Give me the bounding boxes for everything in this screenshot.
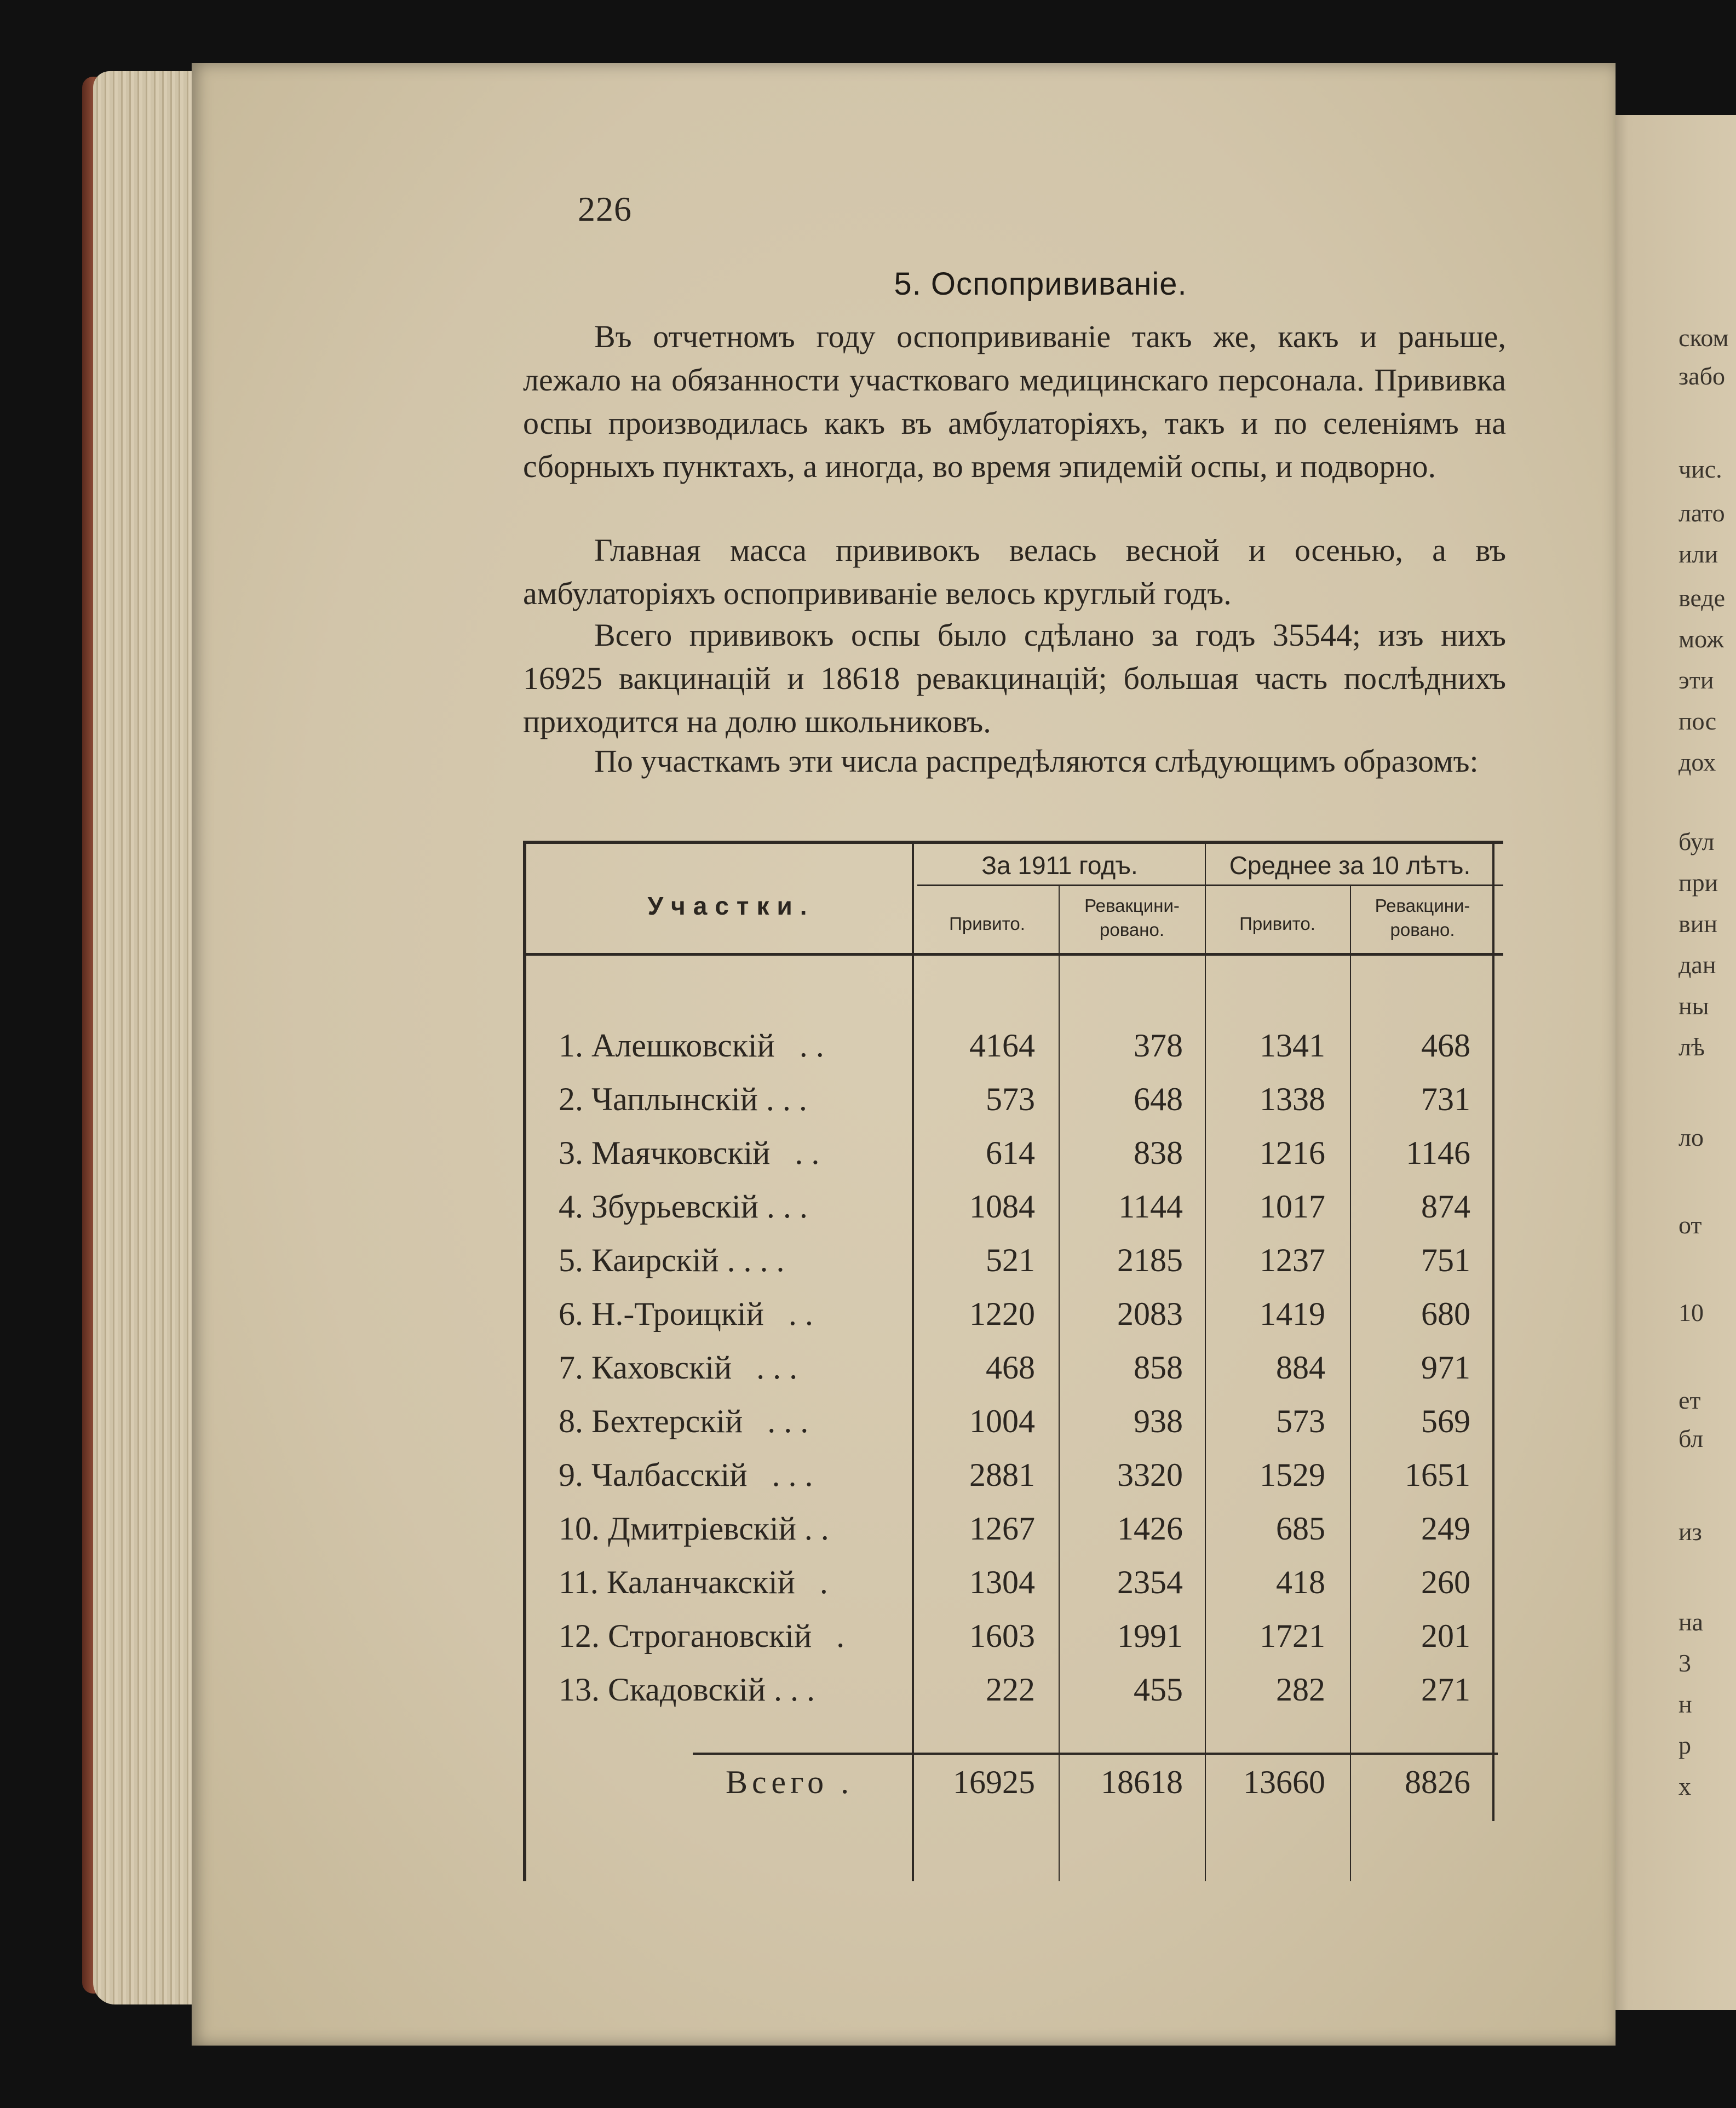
vaccinated-average: 573: [1276, 1403, 1325, 1439]
district-name: 7. Каховскій . . .: [559, 1349, 798, 1386]
subheader-revaccinated-average: [1353, 894, 1492, 942]
district-name: 10. Дмитріевскій . .: [559, 1510, 829, 1547]
table-row: [523, 1242, 1503, 1295]
right-page-line: забо: [1678, 362, 1725, 390]
table-row: [523, 1349, 1503, 1403]
vaccinated-average: 1237: [1260, 1242, 1325, 1278]
vaccinated-1911: 614: [986, 1135, 1035, 1171]
district-name: 11. Каланчакскій .: [559, 1564, 828, 1600]
paragraph-4: По участкамъ эти числа распредѣляются слѣдующимъ образомъ:: [594, 743, 1479, 779]
table-row: [523, 1188, 1503, 1242]
right-page-line: ло: [1678, 1123, 1704, 1151]
table-row: [523, 1295, 1503, 1349]
district-name: 3. Маячковскій . .: [559, 1135, 820, 1171]
table-row: [523, 1510, 1503, 1564]
revaccinated-average: 201: [1421, 1618, 1470, 1654]
right-page-line: вин: [1678, 910, 1717, 938]
table-row: [523, 1564, 1503, 1617]
table-top-rule: [523, 841, 1503, 844]
revaccinated-1911: 455: [1134, 1672, 1183, 1708]
vaccinated-1911: 468: [986, 1349, 1035, 1386]
subheader-vaccinated-1911: Привито.: [949, 914, 1025, 934]
vaccinated-average: 282: [1276, 1672, 1325, 1708]
vaccinated-average: 1419: [1260, 1296, 1325, 1332]
subheader-revaccinated-line2: ровано.: [1100, 920, 1164, 940]
group-header-average: Среднее за 10 лѣтъ.: [1229, 851, 1471, 880]
vaccinated-1911: 1603: [969, 1618, 1035, 1654]
right-page-line: от: [1678, 1211, 1702, 1239]
vaccinated-1911: 2881: [969, 1457, 1035, 1493]
table-row: [523, 1617, 1503, 1671]
right-page-line: веде: [1678, 584, 1726, 612]
revaccinated-average: 971: [1421, 1349, 1470, 1386]
subheader-revaccinated-line2: ровано.: [1390, 920, 1455, 940]
district-name: 12. Строгановскій .: [559, 1618, 845, 1654]
vaccination-table: [523, 841, 1503, 1881]
right-page-line: при: [1678, 869, 1718, 897]
right-page-line: х: [1678, 1772, 1691, 1800]
district-name: 4. Збурьевскій . . .: [559, 1188, 808, 1225]
paragraph-3: Всего прививокъ оспы было сдѣлано за годъ 35544; изъ нихъ 16925 вакцинацій и 18618 ревакцинацій; большая часть послѣднихъ приходится на долю школьниковъ.: [523, 617, 1506, 739]
revaccinated-1911: 1991: [1117, 1618, 1183, 1654]
revaccinated-average: 569: [1421, 1403, 1470, 1439]
vaccinated-1911: 1267: [969, 1510, 1035, 1547]
revaccinated-1911: 1144: [1118, 1188, 1183, 1225]
table-row: [523, 1081, 1503, 1134]
vaccinated-1911: 1304: [969, 1564, 1035, 1600]
vaccinated-1911: 4164: [969, 1027, 1035, 1064]
group-rule: [917, 884, 1503, 886]
right-page-line: бл: [1678, 1425, 1704, 1452]
section-heading: 5. Оспопрививаніе.: [894, 266, 1187, 302]
vaccinated-1911: 573: [986, 1081, 1035, 1117]
right-page-line: эти: [1678, 666, 1714, 694]
revaccinated-average: 1651: [1405, 1457, 1470, 1493]
column-title-districts: Участки.: [647, 892, 815, 920]
table-row: [523, 1134, 1503, 1188]
total-vaccinated-average: 13660: [1243, 1764, 1325, 1800]
header-bottom-rule: [523, 953, 1503, 956]
revaccinated-average: 731: [1421, 1081, 1470, 1117]
right-page-line: ском: [1678, 324, 1729, 352]
table-row: [523, 1671, 1503, 1725]
vaccinated-1911: 1004: [969, 1403, 1035, 1439]
revaccinated-average: 1146: [1406, 1135, 1470, 1171]
revaccinated-average: 271: [1421, 1672, 1470, 1708]
vaccinated-average: 1341: [1260, 1027, 1325, 1064]
vaccinated-1911: 521: [986, 1242, 1035, 1278]
vaccinated-1911: 222: [986, 1672, 1035, 1708]
subheader-revaccinated-1911: [1061, 894, 1203, 942]
total-vaccinated-1911: 16925: [953, 1764, 1035, 1800]
right-page-line: лато: [1678, 499, 1725, 527]
district-name: 13. Скадовскій . . .: [559, 1672, 815, 1708]
vaccinated-average: 1721: [1260, 1618, 1325, 1654]
revaccinated-1911: 2354: [1117, 1564, 1183, 1600]
right-page-line: на: [1678, 1608, 1704, 1636]
revaccinated-1911: 858: [1134, 1349, 1183, 1386]
district-name: 2. Чаплынскій . . .: [559, 1081, 807, 1117]
district-name: 9. Чалбасскій . . .: [559, 1457, 813, 1493]
vaccinated-average: 1017: [1260, 1188, 1325, 1225]
right-page-line: мож: [1678, 625, 1724, 653]
revaccinated-1911: 2083: [1117, 1296, 1183, 1332]
table-row: [523, 1403, 1503, 1456]
district-name: 8. Бехтерскій . . .: [559, 1403, 809, 1439]
right-page-line: чис.: [1678, 455, 1722, 483]
paragraph-2: Главная масса прививокъ велась весной и осенью, а въ амбулаторіяхъ оспопрививаніе велось круглый годъ.: [523, 532, 1506, 611]
vaccinated-average: 1216: [1260, 1135, 1325, 1171]
right-page-line: р: [1678, 1731, 1691, 1759]
vaccinated-1911: 1084: [969, 1188, 1035, 1225]
total-revaccinated-1911: 18618: [1101, 1764, 1183, 1800]
revaccinated-1911: 648: [1134, 1081, 1183, 1117]
revaccinated-average: 874: [1421, 1188, 1470, 1225]
right-page-line: пос: [1678, 707, 1717, 735]
page-number: 226: [578, 189, 632, 228]
right-page-line: дан: [1678, 951, 1716, 979]
revaccinated-average: 249: [1421, 1510, 1470, 1547]
revaccinated-1911: 938: [1134, 1403, 1183, 1439]
right-page-line: н: [1678, 1690, 1692, 1718]
subheader-vaccinated-average: Привито.: [1239, 914, 1315, 934]
right-page-line: 3: [1678, 1649, 1691, 1677]
revaccinated-average: 680: [1421, 1296, 1470, 1332]
table-total-row: [523, 1764, 1503, 1818]
right-page-line: или: [1678, 540, 1718, 568]
revaccinated-1911: 2185: [1117, 1242, 1183, 1278]
vaccinated-average: 1529: [1260, 1457, 1325, 1493]
revaccinated-average: 468: [1421, 1027, 1470, 1064]
revaccinated-average: 751: [1421, 1242, 1470, 1278]
district-name: 1. Алешковскій . .: [559, 1027, 824, 1064]
subheader-revaccinated-line1: Ревакцини-: [1084, 895, 1180, 916]
total-label: Всего .: [726, 1764, 854, 1800]
revaccinated-average: 260: [1421, 1564, 1470, 1600]
vaccinated-average: 685: [1276, 1510, 1325, 1547]
district-name: 5. Каирскій . . . .: [559, 1242, 785, 1278]
right-page-line: лѣ: [1678, 1033, 1705, 1061]
group-header-1911: За 1911 годъ.: [981, 851, 1138, 880]
vaccinated-1911: 1220: [969, 1296, 1035, 1332]
total-rule: [693, 1753, 1498, 1755]
right-page-line: бул: [1678, 828, 1715, 855]
table-row: [523, 1027, 1503, 1081]
table-row: [523, 1456, 1503, 1510]
vaccinated-average: 1338: [1260, 1081, 1325, 1117]
subheader-revaccinated-line1: Ревакцини-: [1375, 895, 1470, 916]
right-page-line: ет: [1678, 1386, 1701, 1414]
right-page-line: ны: [1678, 992, 1709, 1020]
revaccinated-1911: 378: [1134, 1027, 1183, 1064]
right-page-line: 10: [1678, 1299, 1704, 1326]
revaccinated-1911: 3320: [1117, 1457, 1183, 1493]
district-name: 6. Н.-Троицкій . .: [559, 1296, 813, 1332]
revaccinated-1911: 838: [1134, 1135, 1183, 1171]
vaccinated-average: 418: [1276, 1564, 1325, 1600]
revaccinated-1911: 1426: [1117, 1510, 1183, 1547]
paragraph-1: Въ отчетномъ году оспопрививаніе такъ же, какъ и раньше, лежало на обязанности участковаго медицинскаго персонала. Прививка оспы производилась какъ въ амбулаторіяхъ, такъ и по селеніямъ на сборныхъ пунктахъ, а иногда, во время эпидемій оспы, и подворно.: [523, 319, 1506, 484]
total-revaccinated-average: 8826: [1405, 1764, 1470, 1800]
right-page: [1605, 115, 1736, 2010]
right-page-line: дох: [1678, 748, 1716, 776]
right-page-line: из: [1678, 1518, 1702, 1546]
vaccinated-average: 884: [1276, 1349, 1325, 1386]
